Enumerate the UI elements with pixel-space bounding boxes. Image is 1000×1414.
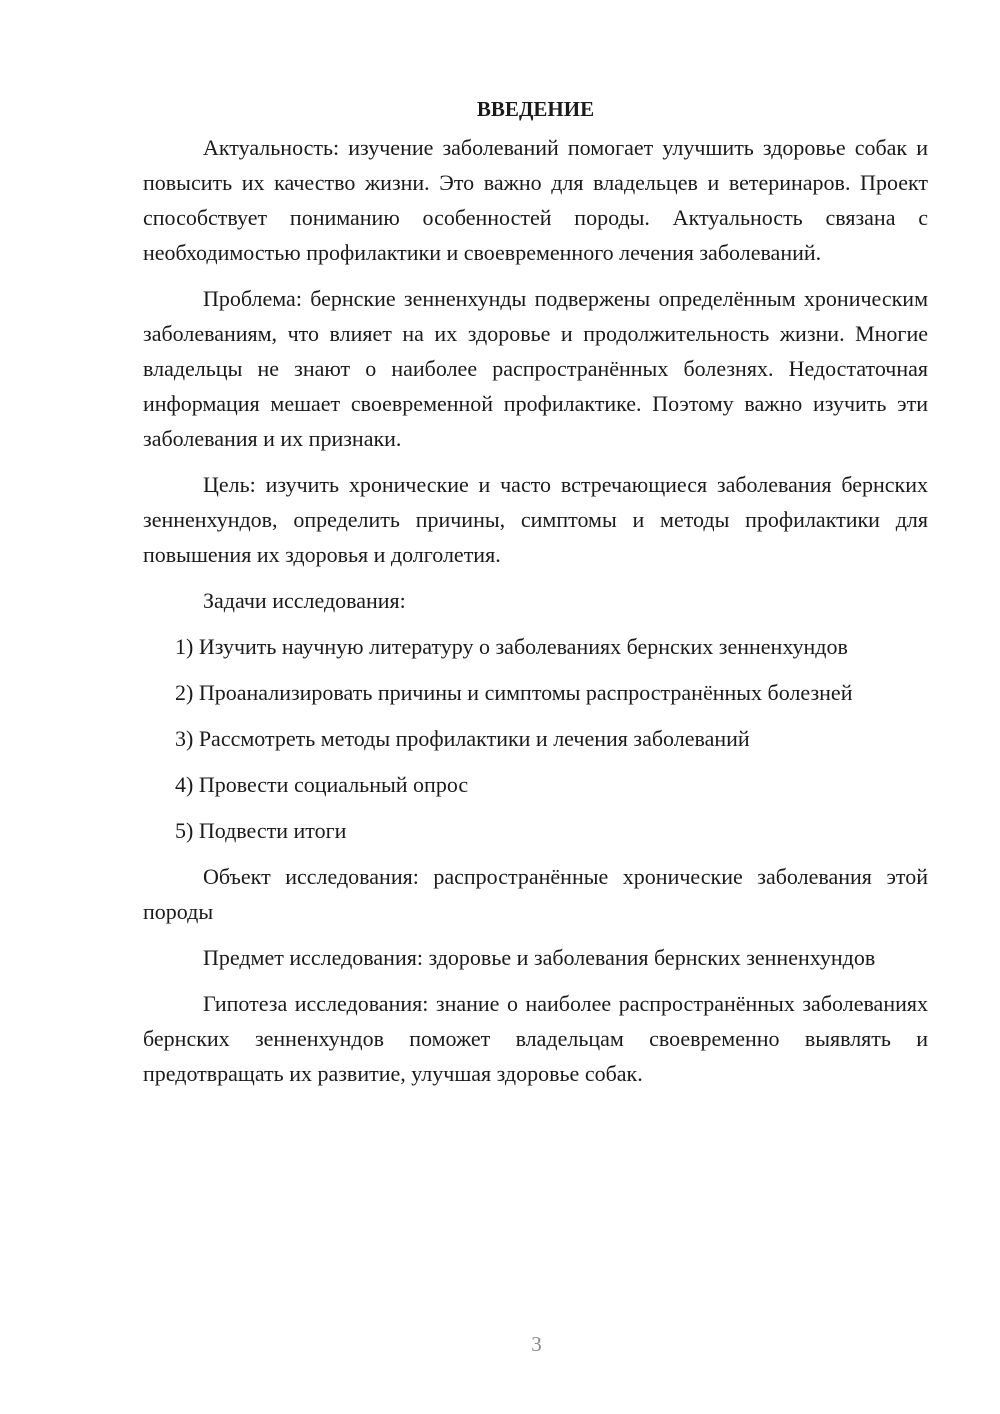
tasks-heading: Задачи исследования: — [203, 588, 406, 613]
goal-paragraph: Цель: изучить хронические и часто встречающиеся заболевания бернских зенненхундов, определить причины, симптомы и методы профилактики для повышения их здоровья и долголетия. — [143, 472, 928, 567]
problem-paragraph: Проблема: бернские зенненхунды подвержены определённым хроническим заболеваниям, что влияет на их здоровье и продолжительность жизни. Многие владельцы не знают о наиболее распространённых болезнях. Недостаточная информация мешает своевременной профилактике. Поэтому важно изучить эти заболевания и их признаки. — [143, 286, 928, 451]
subject-paragraph: Предмет исследования: здоровье и заболевания бернских зенненхундов — [203, 945, 876, 970]
document-page — [143, 92, 928, 1102]
task-item-4: 4) Провести социальный опрос — [175, 772, 469, 797]
relevance-paragraph: Актуальность: изучение заболеваний помогает улучшить здоровье собак и повысить их качество жизни. Это важно для владельцев и ветеринаров. Проект способствует пониманию особенностей породы. Актуальность связана с необходимостью профилактики и своевременного лечения заболеваний. — [143, 135, 928, 265]
task-item-1: 1) Изучить научную литературу о заболеваниях бернских зенненхундов — [175, 634, 848, 659]
object-paragraph: Объект исследования: распространённые хронические заболевания этой породы — [143, 864, 928, 924]
task-item-5: 5) Подвести итоги — [175, 818, 347, 843]
task-item-2: 2) Проанализировать причины и симптомы распространённых болезней — [175, 680, 853, 705]
hypothesis-paragraph: Гипотеза исследования: знание о наиболее распространённых заболеваниях бернских зенненхундов поможет владельцам своевременно выявлять и предотвращать их развитие, улучшая здоровье собак. — [143, 991, 928, 1086]
section-title: ВВЕДЕНИЕ — [476, 97, 595, 121]
task-item-3: 3) Рассмотреть методы профилактики и лечения заболеваний — [175, 726, 750, 751]
page-number: 3 — [531, 1332, 542, 1356]
